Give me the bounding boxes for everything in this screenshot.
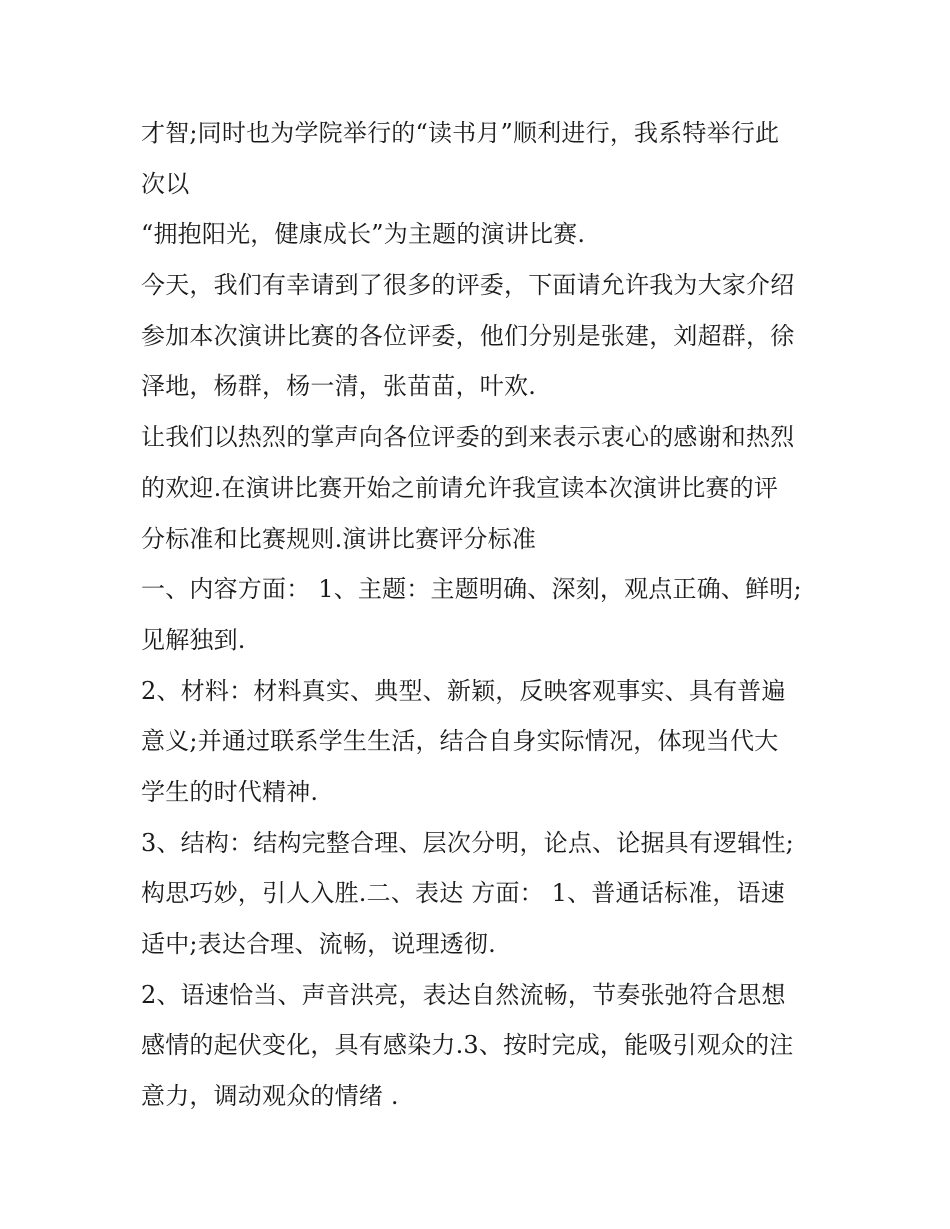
text-line: “拥抱阳光，健康成长”为主题的演讲比赛. bbox=[141, 220, 586, 249]
text-line: 今天，我们有幸请到了很多的评委，下面请允许我为大家介绍 bbox=[141, 271, 795, 300]
text-line: 2、材料：材料真实、典型、新颖，反映客观事实、具有普遍 bbox=[141, 676, 786, 705]
text-line: 才智;同时也为学院举行的“读书月”顺利进行，我系特举行此 bbox=[141, 119, 780, 147]
text-line: 一、内容方面： 1、主题：主题明确、深刻，观点正确、鲜明; bbox=[141, 575, 802, 604]
text-line: 参加本次演讲比赛的各位评委，他们分别是张建，刘超群，徐 bbox=[141, 321, 795, 350]
text-line: 学生的时代精神. bbox=[141, 777, 319, 806]
text-line: 分标准和比赛规则.演讲比赛评分标准 bbox=[141, 524, 537, 553]
text-line: 2、语速恰当、声音洪亮，表达自然流畅，节奏张弛符合思想 bbox=[141, 980, 786, 1009]
text-line: 次以 bbox=[141, 169, 190, 198]
text-line: 感情的起伏变化，具有感染力.3、按时完成，能吸引观众的注 bbox=[141, 1031, 794, 1060]
text-line: 适中;表达合理、流畅，说理透彻. bbox=[141, 930, 496, 958]
text-line: 构思巧妙，引人入胜.二、表达 方面： 1、普通话标准，语速 bbox=[141, 879, 785, 908]
text-line: 意义;并通过联系学生生活，结合自身实际情况，体现当代大 bbox=[141, 727, 779, 756]
document-body bbox=[141, 108, 821, 1122]
text-line: 见解独到. bbox=[141, 625, 246, 654]
text-line: 泽地，杨群，杨一清，张苗苗，叶欢. bbox=[141, 372, 537, 401]
text-line: 3、结构：结构完整合理、层次分明，论点、论据具有逻辑性; bbox=[141, 828, 794, 857]
text-line: 让我们以热烈的掌声向各位评委的到来表示衷心的感谢和热烈 bbox=[141, 423, 795, 452]
text-line: 的欢迎.在演讲比赛开始之前请允许我宣读本次演讲比赛的评 bbox=[141, 473, 779, 502]
text-line: 意力，调动观众的情绪 . bbox=[141, 1082, 399, 1111]
